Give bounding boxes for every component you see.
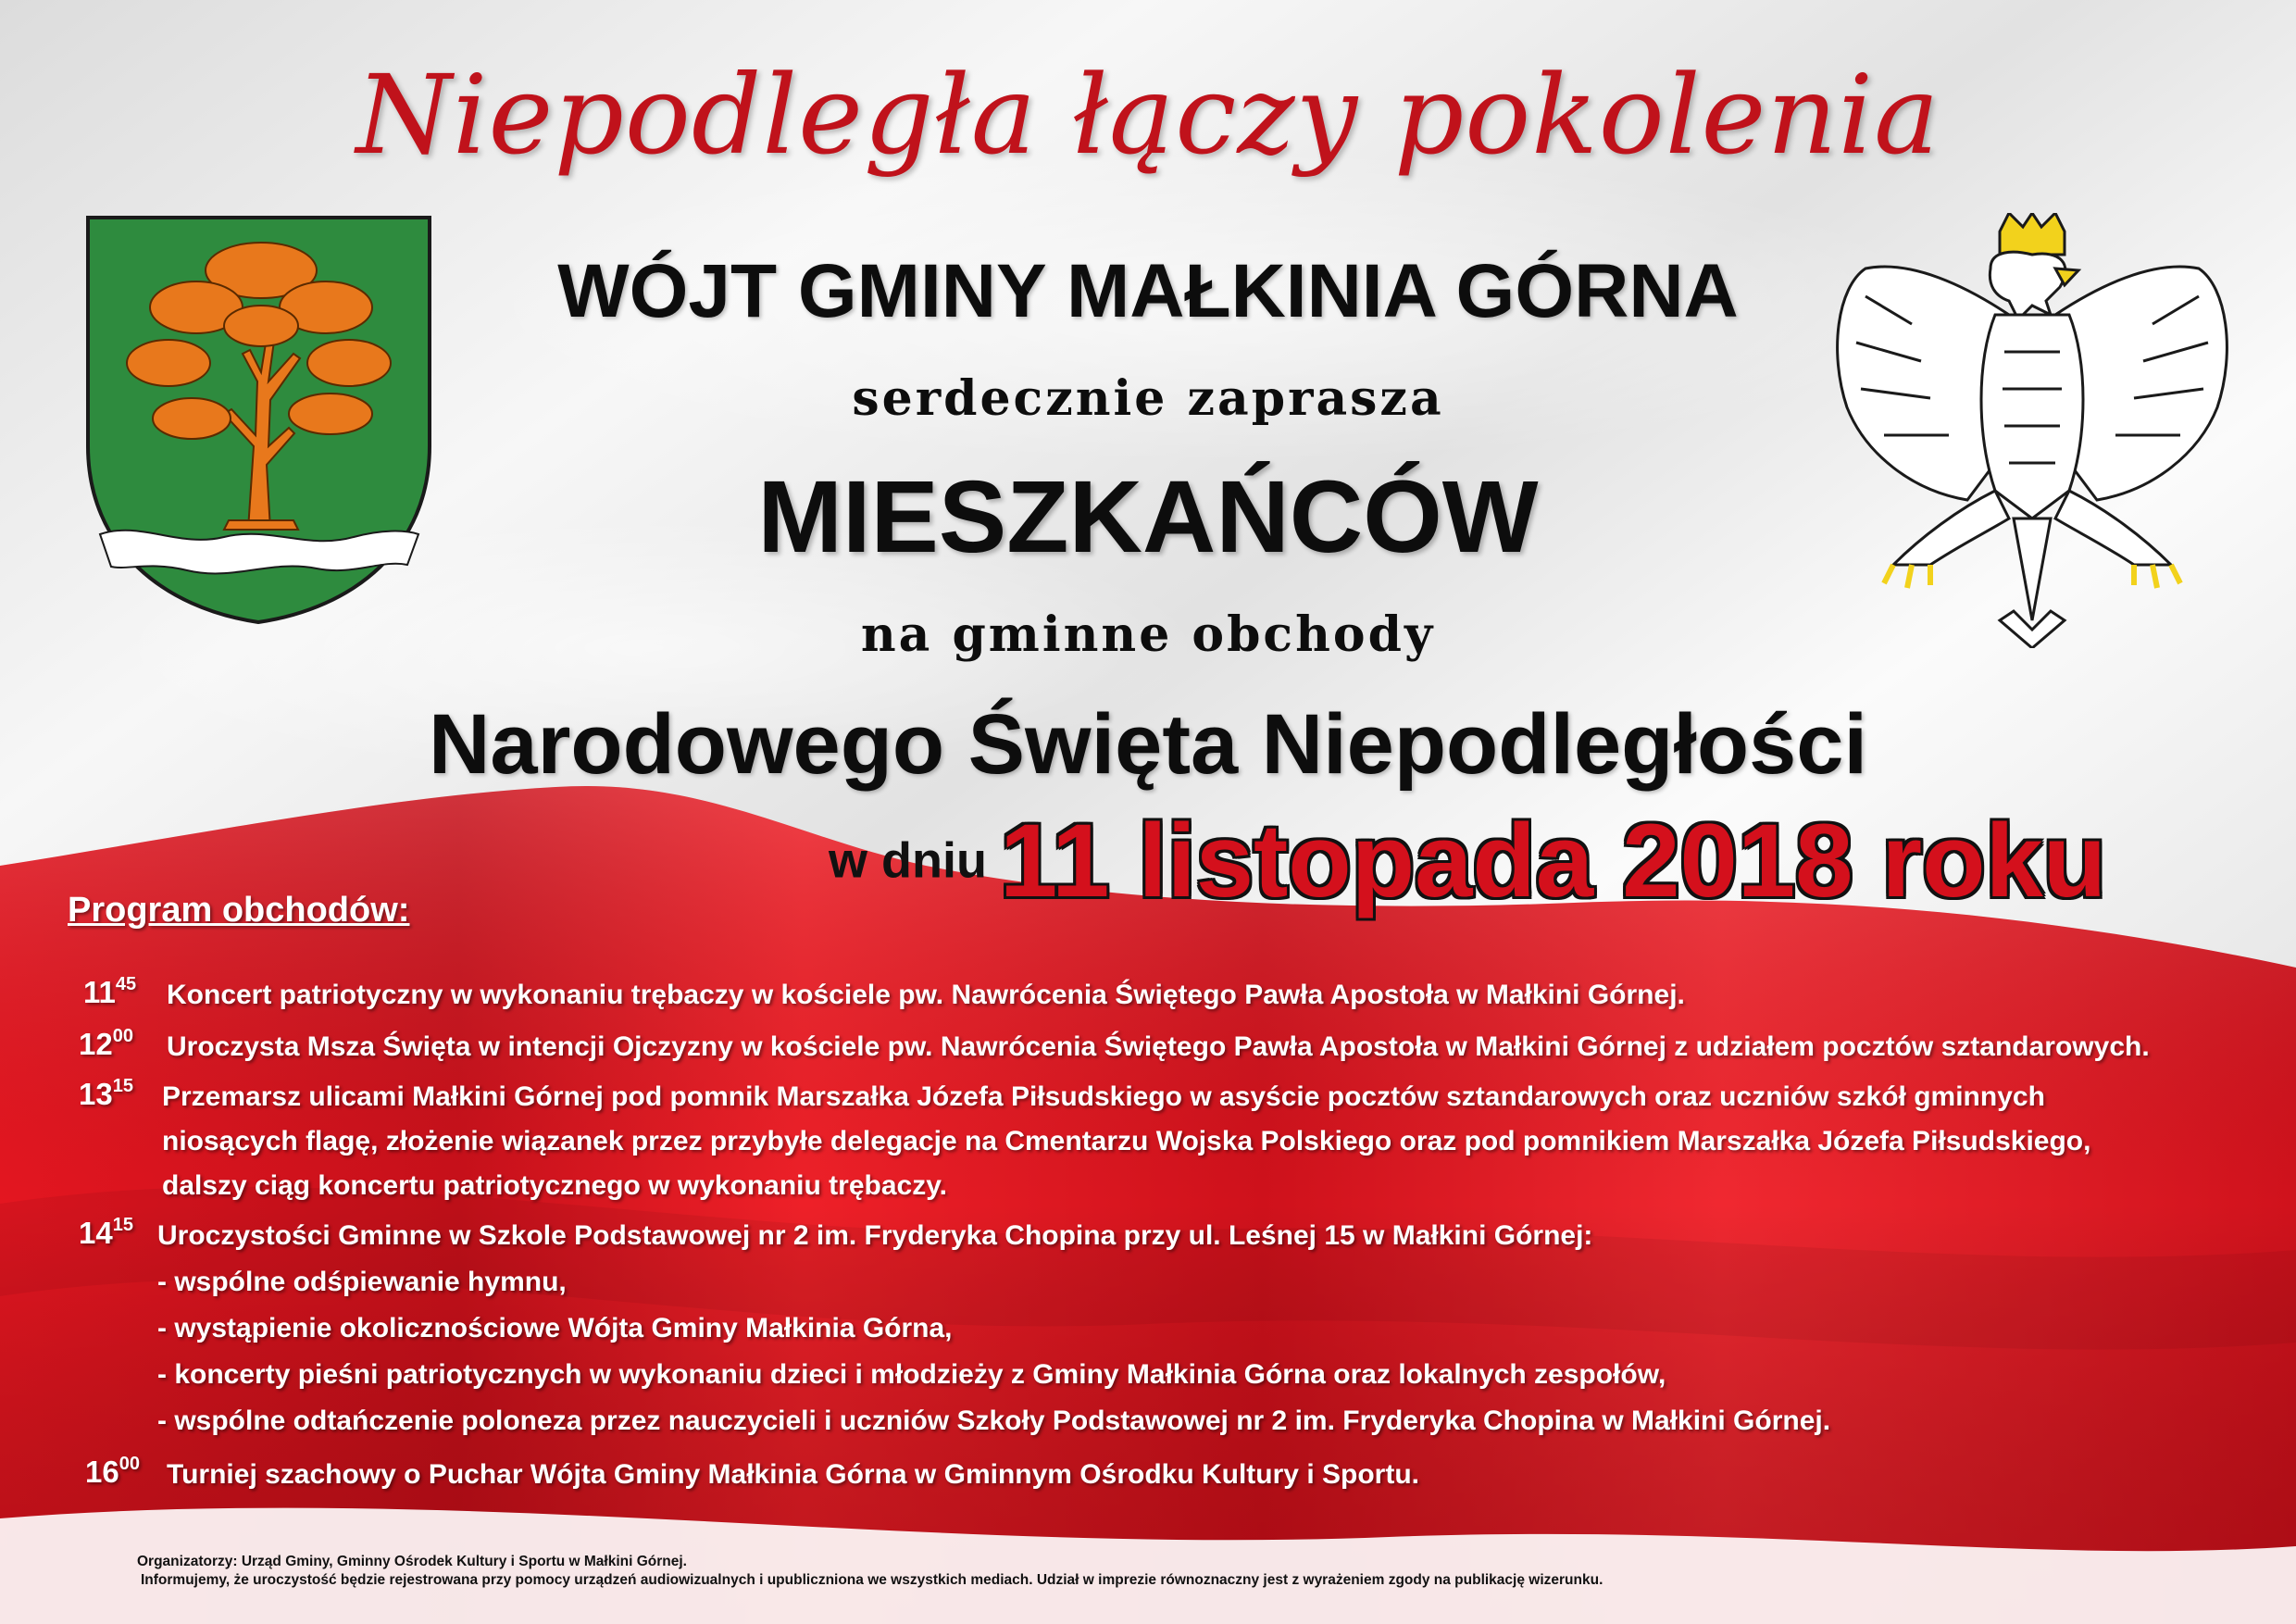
wojt-heading: WÓJT GMINY MAŁKINIA GÓRNA	[557, 249, 1739, 333]
invitation-text: serdecznie zaprasza	[852, 370, 1444, 427]
program-subitem-text: - wspólne odtańczenie poloneza przez nauczycieli i uczniów Szkoły Podstawowej nr 2 im. Fryderyka Chopina w Małkini Górnej.	[157, 1405, 1831, 1436]
program-title: Program obchodów:	[68, 891, 410, 930]
program-time: $13^{15}$	[79, 1076, 133, 1111]
program-time: $11^{45}$	[83, 974, 137, 1009]
program-item-text: Uroczysta Msza Święta w intencji Ojczyzny w kościele pw. Nawrócenia Świętego Pawła Apostoła w Małkini Górnej z udziałem pocztów sztandarowych.	[167, 1031, 2150, 1062]
program-item-text: dalszy ciąg koncertu patriotycznego w wykonaniu trębaczy.	[162, 1170, 947, 1201]
program-item-text: Przemarsz ulicami Małkini Górnej pod pomnik Marszałka Józefa Piłsudskiego w asyście pocztów sztandarowych oraz uczniów szkół gminnych	[162, 1081, 2045, 1112]
event-date: 11 listopada 2018 roku	[999, 803, 2107, 918]
program-time: $12^{00}$	[79, 1026, 133, 1061]
program-item-text: Uroczystości Gminne w Szkole Podstawowej nr 2 im. Fryderyka Chopina przy ul. Leśnej 15 w Małkini Górnej:	[157, 1220, 1593, 1251]
recording-notice: Informujemy, że uroczystość będzie rejestrowana przy pomocy urządzeń audiowizualnych i upubliczniona we wszystkich mediach. Udział w imprezie równoznaczny jest z wyrażeniem zgody na publikację wizerunku.	[141, 1572, 1603, 1588]
organizers-note: Organizatorzy: Urząd Gminy, Gminny Ośrodek Kultury i Sportu w Małkini Górnej.	[137, 1554, 687, 1569]
program-subitem-text: - wystąpienie okolicznościowe Wójta Gminy Małkinia Górna,	[157, 1313, 953, 1343]
holiday-heading: Narodowego Święta Niepodległości	[428, 697, 1868, 792]
program-item-text: niosących flagę, złożenie wiązanek przez przybyłe delegacje na Cmentarzu Wojska Polskiego oraz pod pomnikiem Marszałka Józefa Piłsudskiego,	[162, 1126, 2091, 1156]
program-item-text: Koncert patriotyczny w wykonaniu trębaczy w kościele pw. Nawrócenia Świętego Pawła Apostoła w Małkini Górnej.	[167, 980, 1685, 1010]
main-title: Niepodległa łączy pokolenia	[356, 51, 1940, 179]
program-subitem-text: - koncerty pieśni patriotycznych w wykonaniu dzieci i młodzieży z Gminy Małkinia Górna oraz lokalnych zespołów,	[157, 1359, 1666, 1390]
celebration-text: na gminne obchody	[860, 606, 1436, 663]
program-time: $14^{15}$	[79, 1215, 133, 1250]
residents-heading: MIESZKAŃCÓW	[757, 460, 1539, 574]
date-line	[829, 801, 2106, 920]
program-subitem-text: - wspólne odśpiewanie hymnu,	[157, 1267, 567, 1297]
date-prefix: w dniu	[829, 832, 987, 889]
program-item-text: Turniej szachowy o Puchar Wójta Gminy Małkinia Górna w Gminnym Ośrodku Kultury i Sportu.	[167, 1459, 1419, 1490]
program-time: $16^{00}$	[85, 1454, 140, 1489]
